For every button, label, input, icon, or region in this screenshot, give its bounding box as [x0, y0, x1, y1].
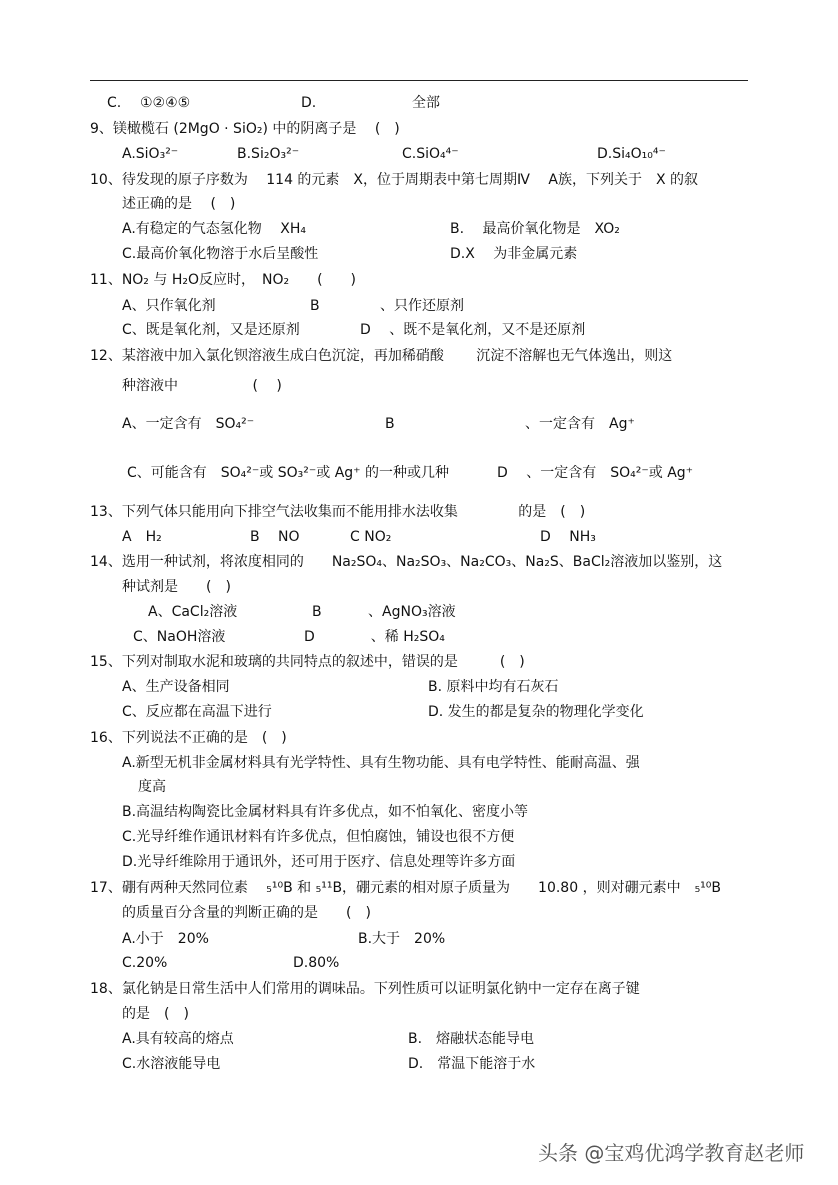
option-c: C.最高价氧化物溶于水后呈酸性 — [122, 246, 319, 262]
option-b: B.Si₂O₃²⁻ — [237, 146, 300, 162]
question-stem: 9、镁橄榄石 (2MgO · SiO₂) 中的阴离子是 ( ) — [90, 121, 400, 137]
option-c: C.SiO₄⁴⁻ — [402, 146, 459, 162]
watermark: 头条 @宝鸡优鸿学教育赵老师 — [538, 1141, 805, 1165]
question-stem-cont: 种试剂是 ( ) — [122, 579, 231, 595]
option-c: C、NaOH溶液 — [133, 629, 226, 645]
option-a: A.SiO₃²⁻ — [122, 146, 179, 162]
option-b: B. 最高价氧化物是 XO₂ — [450, 221, 620, 237]
option-d: D.光导纤维除用于通讯外，还可用于医疗、信息处理等许多方面 — [122, 854, 516, 870]
option-b: B.大于 20% — [358, 931, 446, 947]
option-b: B 、AgNO₃溶液 — [312, 604, 456, 620]
option-d: D 、一定含有 SO₄²⁻或 Ag⁺ — [497, 465, 694, 481]
option-d: D 、稀 H₂SO₄ — [304, 629, 445, 645]
option-c: C NO₂ — [350, 529, 392, 545]
option-d: D. 发生的都是复杂的物理化学变化 — [428, 704, 644, 720]
option-a: A、只作氧化剂 — [122, 298, 216, 314]
question-stem-cont: 述正确的是 ( ) — [122, 196, 236, 212]
header-rule — [90, 80, 748, 81]
option-c: C、可能含有 SO₄²⁻或 SO₃²⁻或 Ag⁺ 的一种或几种 — [127, 465, 450, 481]
option-c: C. — [107, 95, 122, 111]
question-stem: 11、NO₂ 与 H₂O反应时， NO₂ ( ) — [90, 272, 357, 288]
option-d: D.80% — [293, 955, 340, 971]
option-a: A、一定含有 SO₄²⁻ — [122, 416, 255, 432]
option-d: D NH₃ — [540, 529, 596, 545]
option-b: B. 熔融状态能导电 — [408, 1031, 535, 1047]
option-a-cont: 度高 — [138, 779, 166, 795]
option-d: D.X 为非金属元素 — [450, 246, 578, 262]
option-c: C.光导纤维作通讯材料有许多优点，但怕腐蚀，铺设也很不方便 — [122, 829, 515, 845]
option-a: A H₂ — [122, 529, 162, 545]
question-stem-cont: 的质量百分含量的判断正确的是 ( ) — [122, 905, 371, 921]
question-stem-cont: 种溶液中 ( ) — [122, 378, 282, 394]
option-c: C、既是氧化剂，又是还原剂 — [122, 322, 300, 338]
option-d: D. 常温下能溶于水 — [408, 1056, 536, 1072]
option-c-text: ①②④⑤ — [140, 95, 191, 111]
option-b: B NO — [250, 529, 300, 545]
option-a: A.有稳定的气态氢化物 XH₄ — [122, 221, 306, 237]
question-stem: 18、氯化钠是日常生活中人们常用的调味品。下列性质可以证明氯化钠中一定存在离子键 — [90, 981, 640, 997]
option-a: A.新型无机非金属材料具有光学特性、具有生物功能、具有电学特性、能耐高温、强 — [122, 755, 640, 771]
option-a: A、CaCl₂溶液 — [148, 604, 238, 620]
question-stem: 12、某溶液中加入氯化钡溶液生成白色沉淀，再加稀硝酸 沉淀不溶解也无气体逸出，则这 — [90, 348, 673, 364]
option-b: B 、一定含有 Ag⁺ — [385, 416, 635, 432]
option-a: A.具有较高的熔点 — [122, 1031, 234, 1047]
question-stem-cont: 的是 ( ) — [122, 1006, 189, 1022]
option-c: C.20% — [122, 955, 168, 971]
question-stem: 15、下列对制取水泥和玻璃的共同特点的叙述中，错误的是 ( ) — [90, 654, 525, 670]
question-stem: 17、硼有两种天然同位素 ₅¹⁰B 和 ₅¹¹B，硼元素的相对原子质量为 10.80 ，则对硼元素中 ₅¹⁰B — [90, 880, 722, 896]
option-a: A.小于 20% — [122, 931, 209, 947]
option-d: D.Si₄O₁₀⁴⁻ — [597, 146, 666, 162]
question-stem: 13、下列气体只能用向下排空气法收集而不能用排水法收集 的是 ( ) — [90, 504, 586, 520]
question-stem: 10、待发现的原子序数为 114 的元素 X，位于周期表中第七周期Ⅳ A族，下列关于 X 的叙 — [90, 172, 699, 188]
option-d: D 、既不是氧化剂，又不是还原剂 — [360, 322, 586, 338]
question-stem: 14、选用一种试剂，将浓度相同的 Na₂SO₄、Na₂SO₃、Na₂CO₃、Na₂S、BaCl₂溶液加以鉴别，这 — [90, 554, 723, 570]
option-b: B 、只作还原剂 — [310, 298, 465, 314]
option-c: C、反应都在高温下进行 — [122, 704, 272, 720]
option-d: D. — [301, 95, 317, 111]
option-a: A、生产设备相同 — [122, 679, 230, 695]
option-b: B.高温结构陶瓷比金属材料具有许多优点，如不怕氧化、密度小等 — [122, 804, 529, 820]
question-stem: 16、下列说法不正确的是 ( ) — [90, 730, 287, 746]
option-b: B. 原料中均有石灰石 — [428, 679, 559, 695]
option-c: C.水溶液能导电 — [122, 1056, 221, 1072]
option-d-text: 全部 — [412, 95, 440, 111]
